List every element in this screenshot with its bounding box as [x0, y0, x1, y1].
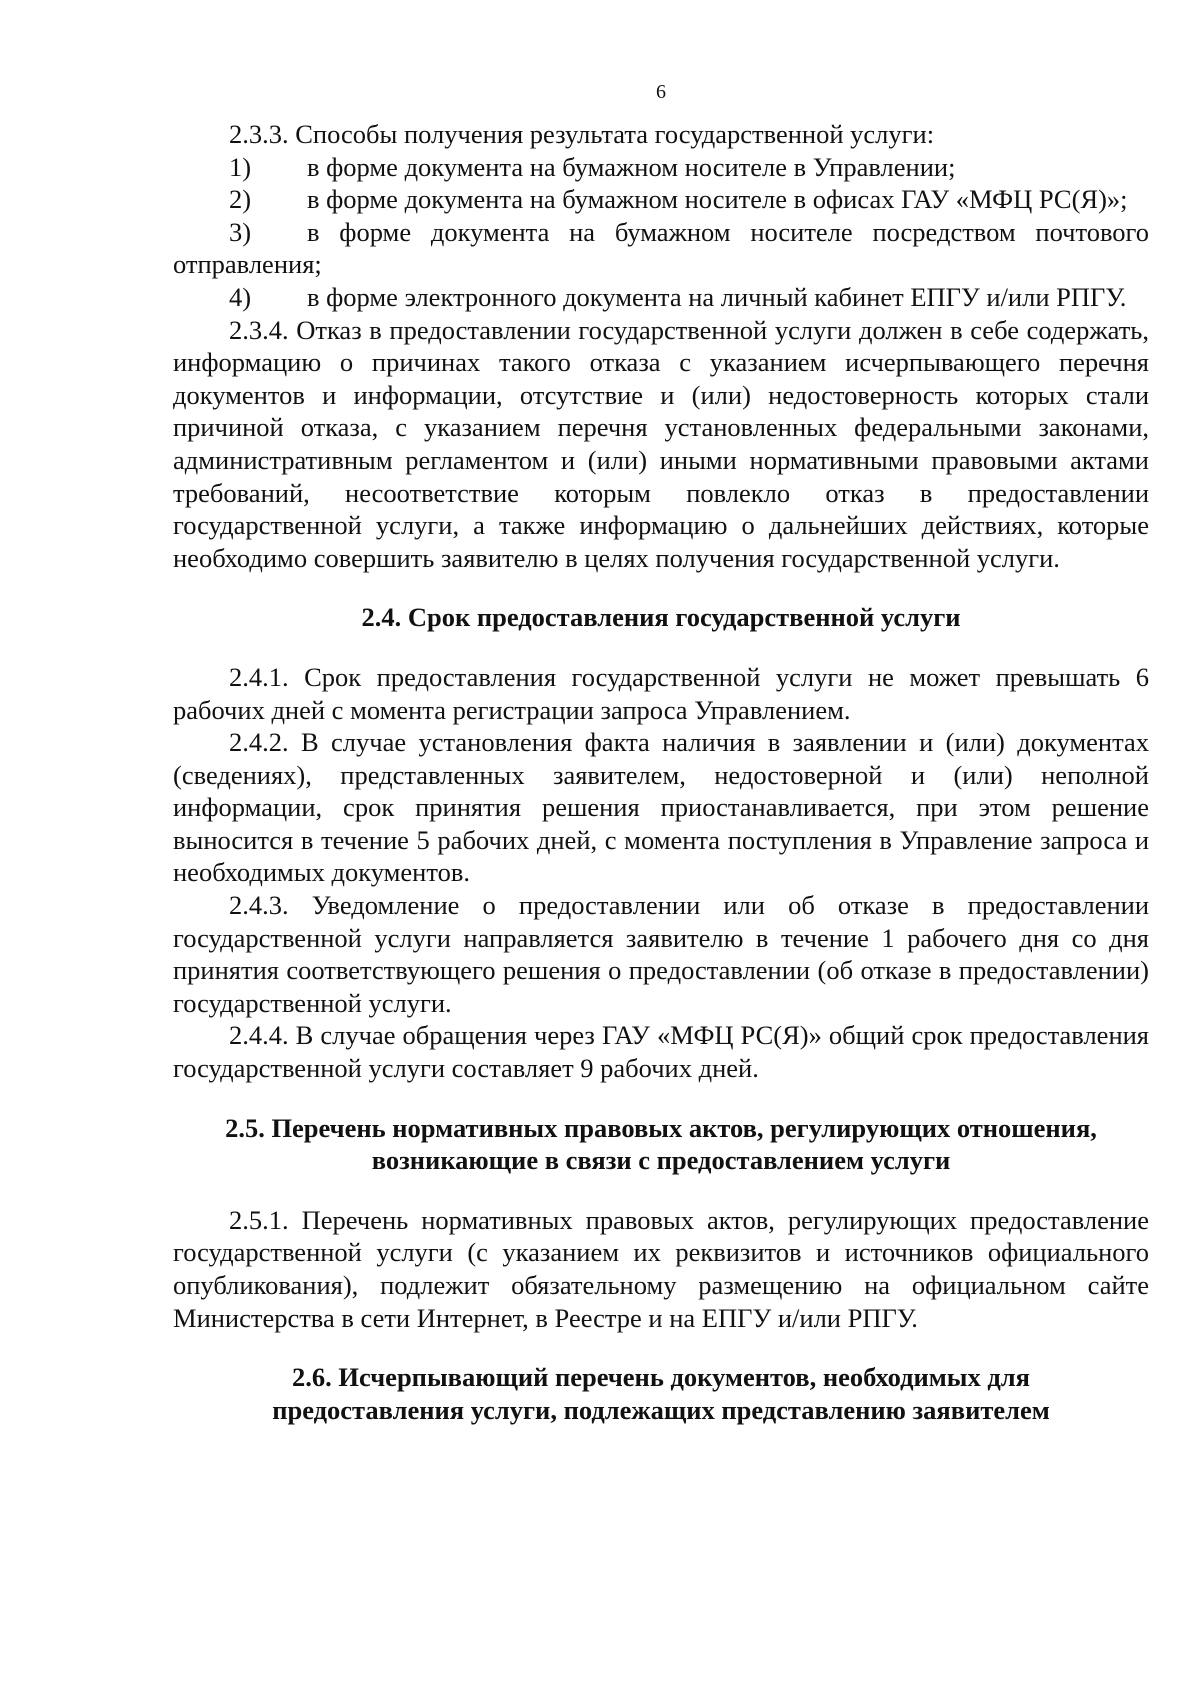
- paragraph-2-3-3: 2.3.3. Способы получения результата государственной услуги:: [229, 119, 935, 149]
- list-item-number: 2): [229, 184, 252, 215]
- list-item-text: в форме документа на бумажном носителе в офисах ГАУ «МФЦ РС(Я)»;: [307, 184, 1128, 215]
- list-item-text: в форме документа на бумажном носителе посредством почтового отправления;: [173, 216, 1149, 280]
- list-item-text: в форме электронного документа на личный кабинет ЕПГУ и/или РПГУ.: [307, 281, 1127, 312]
- section-heading-2-6: [173, 1361, 1149, 1426]
- list-item-number: 3): [229, 216, 252, 247]
- list-item-number: 4): [229, 281, 252, 312]
- list-item: [173, 151, 1149, 184]
- paragraph-2-4-2: 2.4.2. В случае установления факта наличия в заявлении и (или) документах (сведениях), представленных заявителем, недостоверной и (или) неполной информации, срок принятия решения приостанавливается, при этом решение выносится в течение 5 рабочих дней, с момента поступления в Управление запроса и необходимых документов.: [173, 727, 1149, 888]
- paragraph-2-4-4: 2.4.4. В случае обращения через ГАУ «МФЦ РС(Я)» общий срок предоставления государственной услуги составляет 9 рабочих дней.: [173, 1020, 1149, 1084]
- list-item-number: 1): [229, 151, 252, 182]
- document-page: [173, 80, 1149, 1426]
- paragraph-2-3-4: 2.3.4. Отказ в предоставлении государственной услуги должен в себе содержать, информацию о причинах такого отказа с указанием исчерпывающего перечня документов и информации, отсутствие и (или) недостоверность которых стали причиной отказа, с указанием перечня установленных федеральными законами, административным регламентом и (или) иными нормативными правовыми актами требований, несоответствие которым повлекло отказ в предоставлении государственной услуги, а также информацию о дальнейших действиях, которые необходимо совершить заявителю в целях получения государственной услуги.: [173, 314, 1149, 573]
- page-number: 6: [656, 81, 666, 103]
- paragraph-2-4-1: 2.4.1. Срок предоставления государственной услуги не может превышать 6 рабочих дней с момента регистрации запроса Управлением.: [173, 661, 1149, 725]
- heading-line: 2.6. Исчерпывающий перечень документов, необходимых для: [292, 1362, 1030, 1393]
- paragraph-2-5-1: 2.5.1. Перечень нормативных правовых актов, регулирующих предоставление государственной услуги (с указанием их реквизитов и источников официального опубликования), подлежит обязательному размещению на официальном сайте Министерства в сети Интернет, в Реестре и на ЕПГУ и/или РПГУ.: [173, 1204, 1149, 1333]
- heading-line: возникающие в связи с предоставлением услуги: [371, 1145, 951, 1176]
- heading-line: 2.5. Перечень нормативных правовых актов, регулирующих отношения,: [225, 1112, 1097, 1143]
- list-item: [173, 216, 1149, 281]
- section-heading-2-4: 2.4. Срок предоставления государственной услуги: [361, 602, 961, 633]
- paragraph-2-4-3: 2.4.3. Уведомление о предоставлении или об отказе в предоставлении государственной услуги направляется заявителю в течение 1 рабочего дня со дня принятия соответствующего решения о предоставлении (об отказе в предоставлении) государственной услуги.: [173, 890, 1149, 1018]
- list-item: [173, 183, 1149, 216]
- section-heading-2-5: [173, 1112, 1149, 1177]
- list-item: [173, 281, 1149, 314]
- list-item-text: в форме документа на бумажном носителе в Управлении;: [307, 151, 956, 182]
- heading-line: предоставления услуги, подлежащих представлению заявителем: [272, 1394, 1050, 1425]
